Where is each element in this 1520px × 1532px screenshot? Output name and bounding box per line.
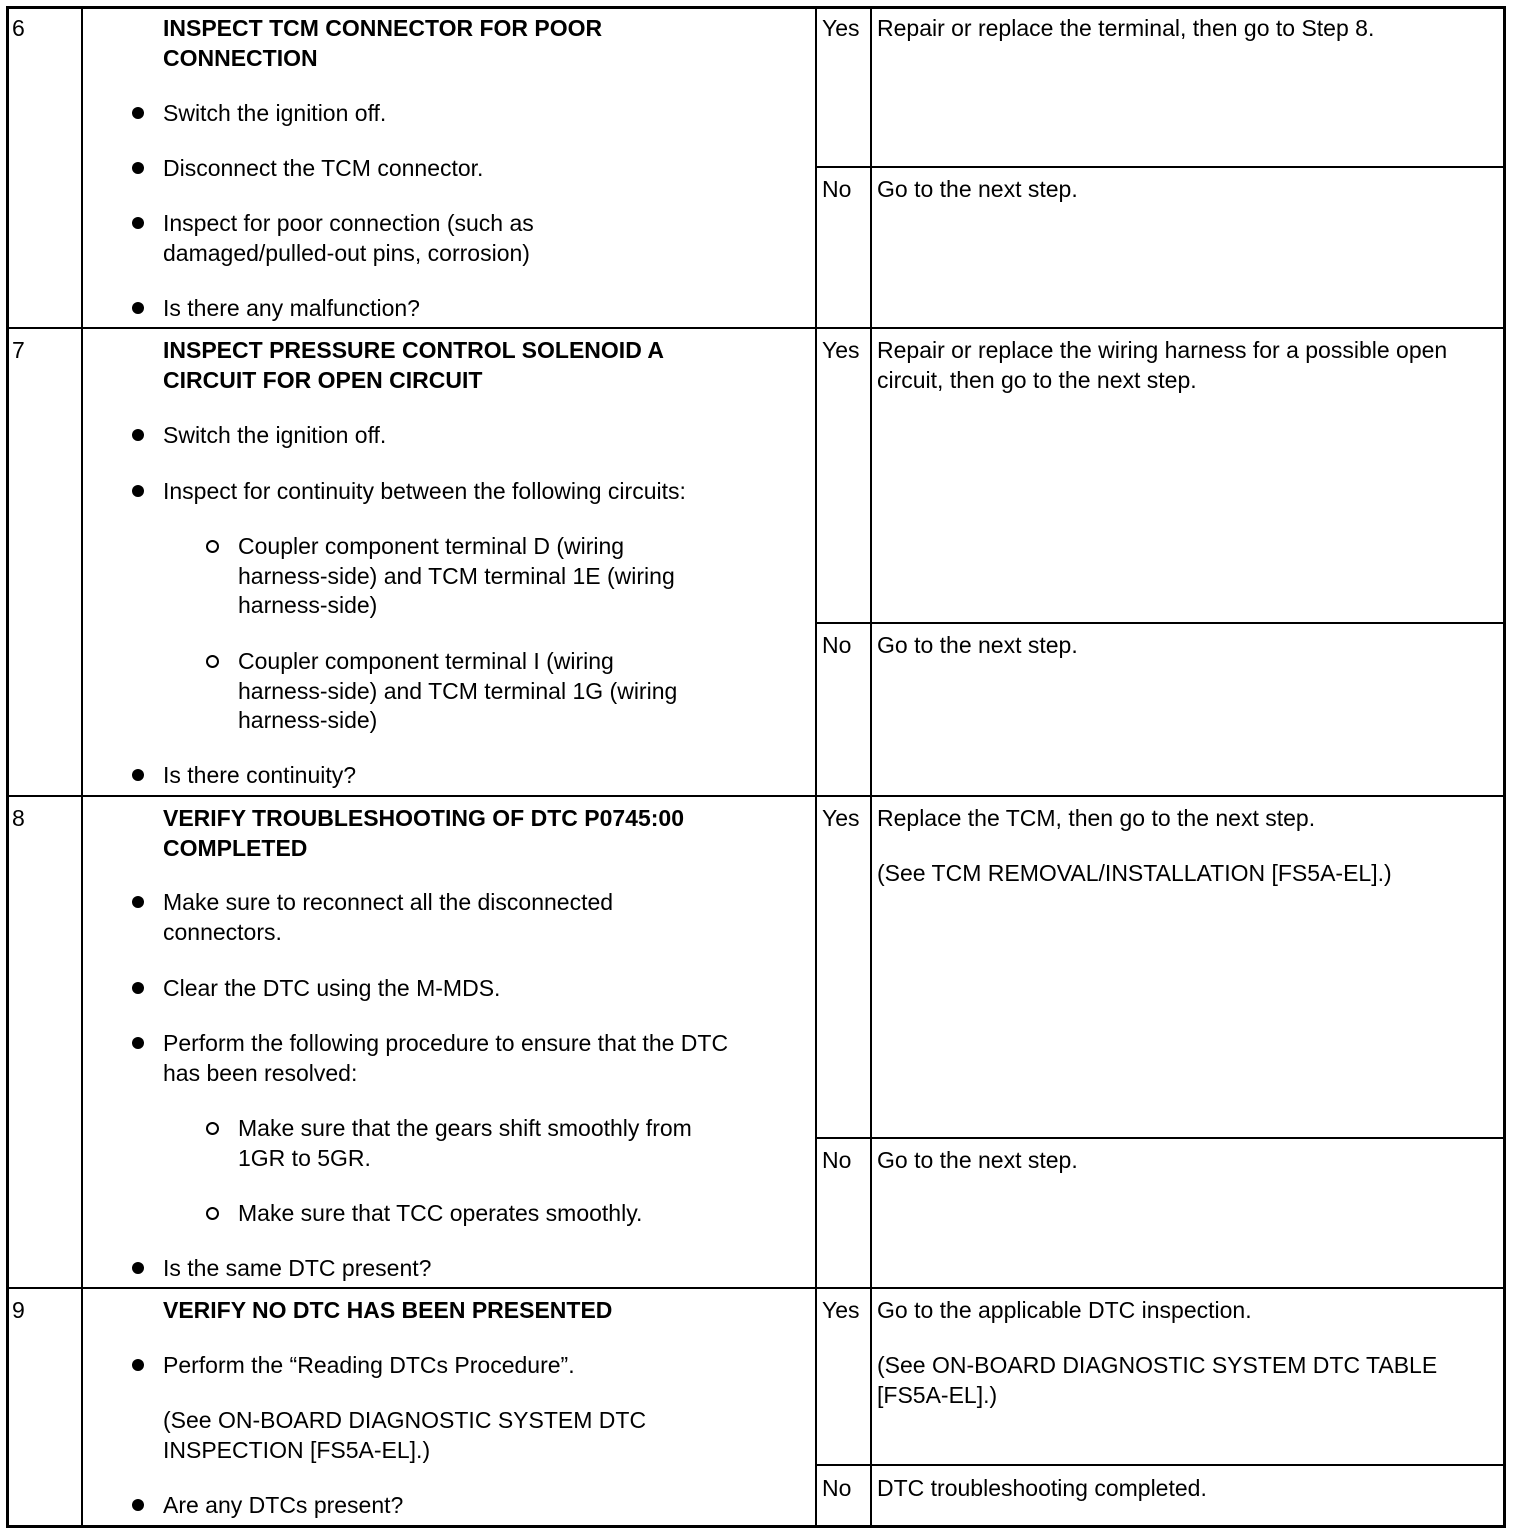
yes-label: Yes [822,15,860,41]
list-item: Perform the “Reading DTCs Procedure”. [163,1352,575,1378]
list-item: Is the same DTC present? [163,1255,432,1281]
list-item: Make sure to reconnect all the disconnected [163,889,614,915]
sub-list-item: Coupler component terminal I (wiring [238,648,614,674]
list-item: Switch the ignition off. [163,100,387,126]
yes-action: circuit, then go to the next step. [877,367,1197,393]
bullet-icon [132,769,144,781]
step-title: VERIFY NO DTC HAS BEEN PRESENTED [163,1297,613,1323]
bullet-icon [132,1499,144,1511]
bullet-icon [132,1359,144,1371]
yes-no-divider [815,1137,1506,1139]
yes-action: Repair or replace the terminal, then go to Step 8. [877,15,1375,41]
list-item: Disconnect the TCM connector. [163,155,484,181]
yes-no-divider [815,622,1506,624]
sub-list-item: Make sure that the gears shift smoothly from [238,1115,692,1141]
yes-action: Replace the TCM, then go to the next step. [877,805,1316,831]
sub-list-item: harness-side) and TCM terminal 1E (wiring [238,563,675,589]
column-divider [81,6,83,1525]
yes-no-divider [815,1464,1506,1466]
no-label: No [822,1475,852,1501]
no-action: DTC troubleshooting completed. [877,1475,1207,1501]
step-title: CONNECTION [163,45,318,71]
step-title: INSPECT TCM CONNECTOR FOR POOR [163,15,603,41]
list-item: Perform the following procedure to ensure that the DTC [163,1030,729,1056]
sub-bullet-icon [206,540,219,553]
column-divider [870,6,872,1525]
list-item: damaged/pulled-out pins, corrosion) [163,240,530,266]
sub-list-item: 1GR to 5GR. [238,1145,371,1171]
bullet-icon [132,217,144,229]
no-action: Go to the next step. [877,1147,1078,1173]
no-label: No [822,632,852,658]
sub-list-item: harness-side) [238,707,378,733]
sub-list-item: Coupler component terminal D (wiring [238,533,625,559]
yes-no-divider [815,166,1506,168]
row-divider [6,327,1506,329]
yes-reference: [FS5A-EL].) [877,1382,998,1408]
bullet-icon [132,162,144,174]
list-item: Inspect for poor connection (such as [163,210,534,236]
yes-reference: (See TCM REMOVAL/INSTALLATION [FS5A-EL].) [877,860,1392,886]
step-title: INSPECT PRESSURE CONTROL SOLENOID A [163,337,664,363]
step-number: 8 [12,805,25,831]
yes-label: Yes [822,1297,860,1323]
step-title: VERIFY TROUBLESHOOTING OF DTC P0745:00 [163,805,685,831]
row-divider [6,1287,1506,1289]
bullet-icon [132,982,144,994]
sub-list-item: harness-side) and TCM terminal 1G (wiring [238,678,678,704]
list-item: connectors. [163,919,282,945]
yes-action: Repair or replace the wiring harness for a possible open [877,337,1448,363]
sub-bullet-icon [206,1207,219,1220]
bullet-icon [132,429,144,441]
bullet-icon [132,107,144,119]
step-number: 6 [12,15,25,41]
bullet-icon [132,1262,144,1274]
step-title: CIRCUIT FOR OPEN CIRCUIT [163,367,483,393]
bullet-icon [132,1037,144,1049]
list-item: Is there continuity? [163,762,357,788]
step-title: COMPLETED [163,835,308,861]
column-divider [815,6,817,1525]
no-label: No [822,176,852,202]
yes-reference: (See ON-BOARD DIAGNOSTIC SYSTEM DTC TABLE [877,1352,1438,1378]
yes-label: Yes [822,805,860,831]
list-item: Are any DTCs present? [163,1492,404,1518]
row-divider [6,795,1506,797]
sub-bullet-icon [206,655,219,668]
list-item: Is there any malfunction? [163,295,420,321]
no-action: Go to the next step. [877,176,1078,202]
list-item: has been resolved: [163,1060,358,1086]
sub-bullet-icon [206,1122,219,1135]
list-item: Switch the ignition off. [163,422,387,448]
list-item: Inspect for continuity between the following circuits: [163,478,686,504]
sub-list-item: Make sure that TCC operates smoothly. [238,1200,643,1226]
sub-list-item: harness-side) [238,592,378,618]
step-number: 9 [12,1297,25,1323]
no-action: Go to the next step. [877,632,1078,658]
yes-action: Go to the applicable DTC inspection. [877,1297,1252,1323]
bullet-icon [132,485,144,497]
no-label: No [822,1147,852,1173]
bullet-icon [132,896,144,908]
reference-note: (See ON-BOARD DIAGNOSTIC SYSTEM DTC [163,1407,647,1433]
reference-note: INSPECTION [FS5A-EL].) [163,1437,431,1463]
bullet-icon [132,302,144,314]
list-item: Clear the DTC using the M-MDS. [163,975,501,1001]
yes-label: Yes [822,337,860,363]
step-number: 7 [12,337,25,363]
